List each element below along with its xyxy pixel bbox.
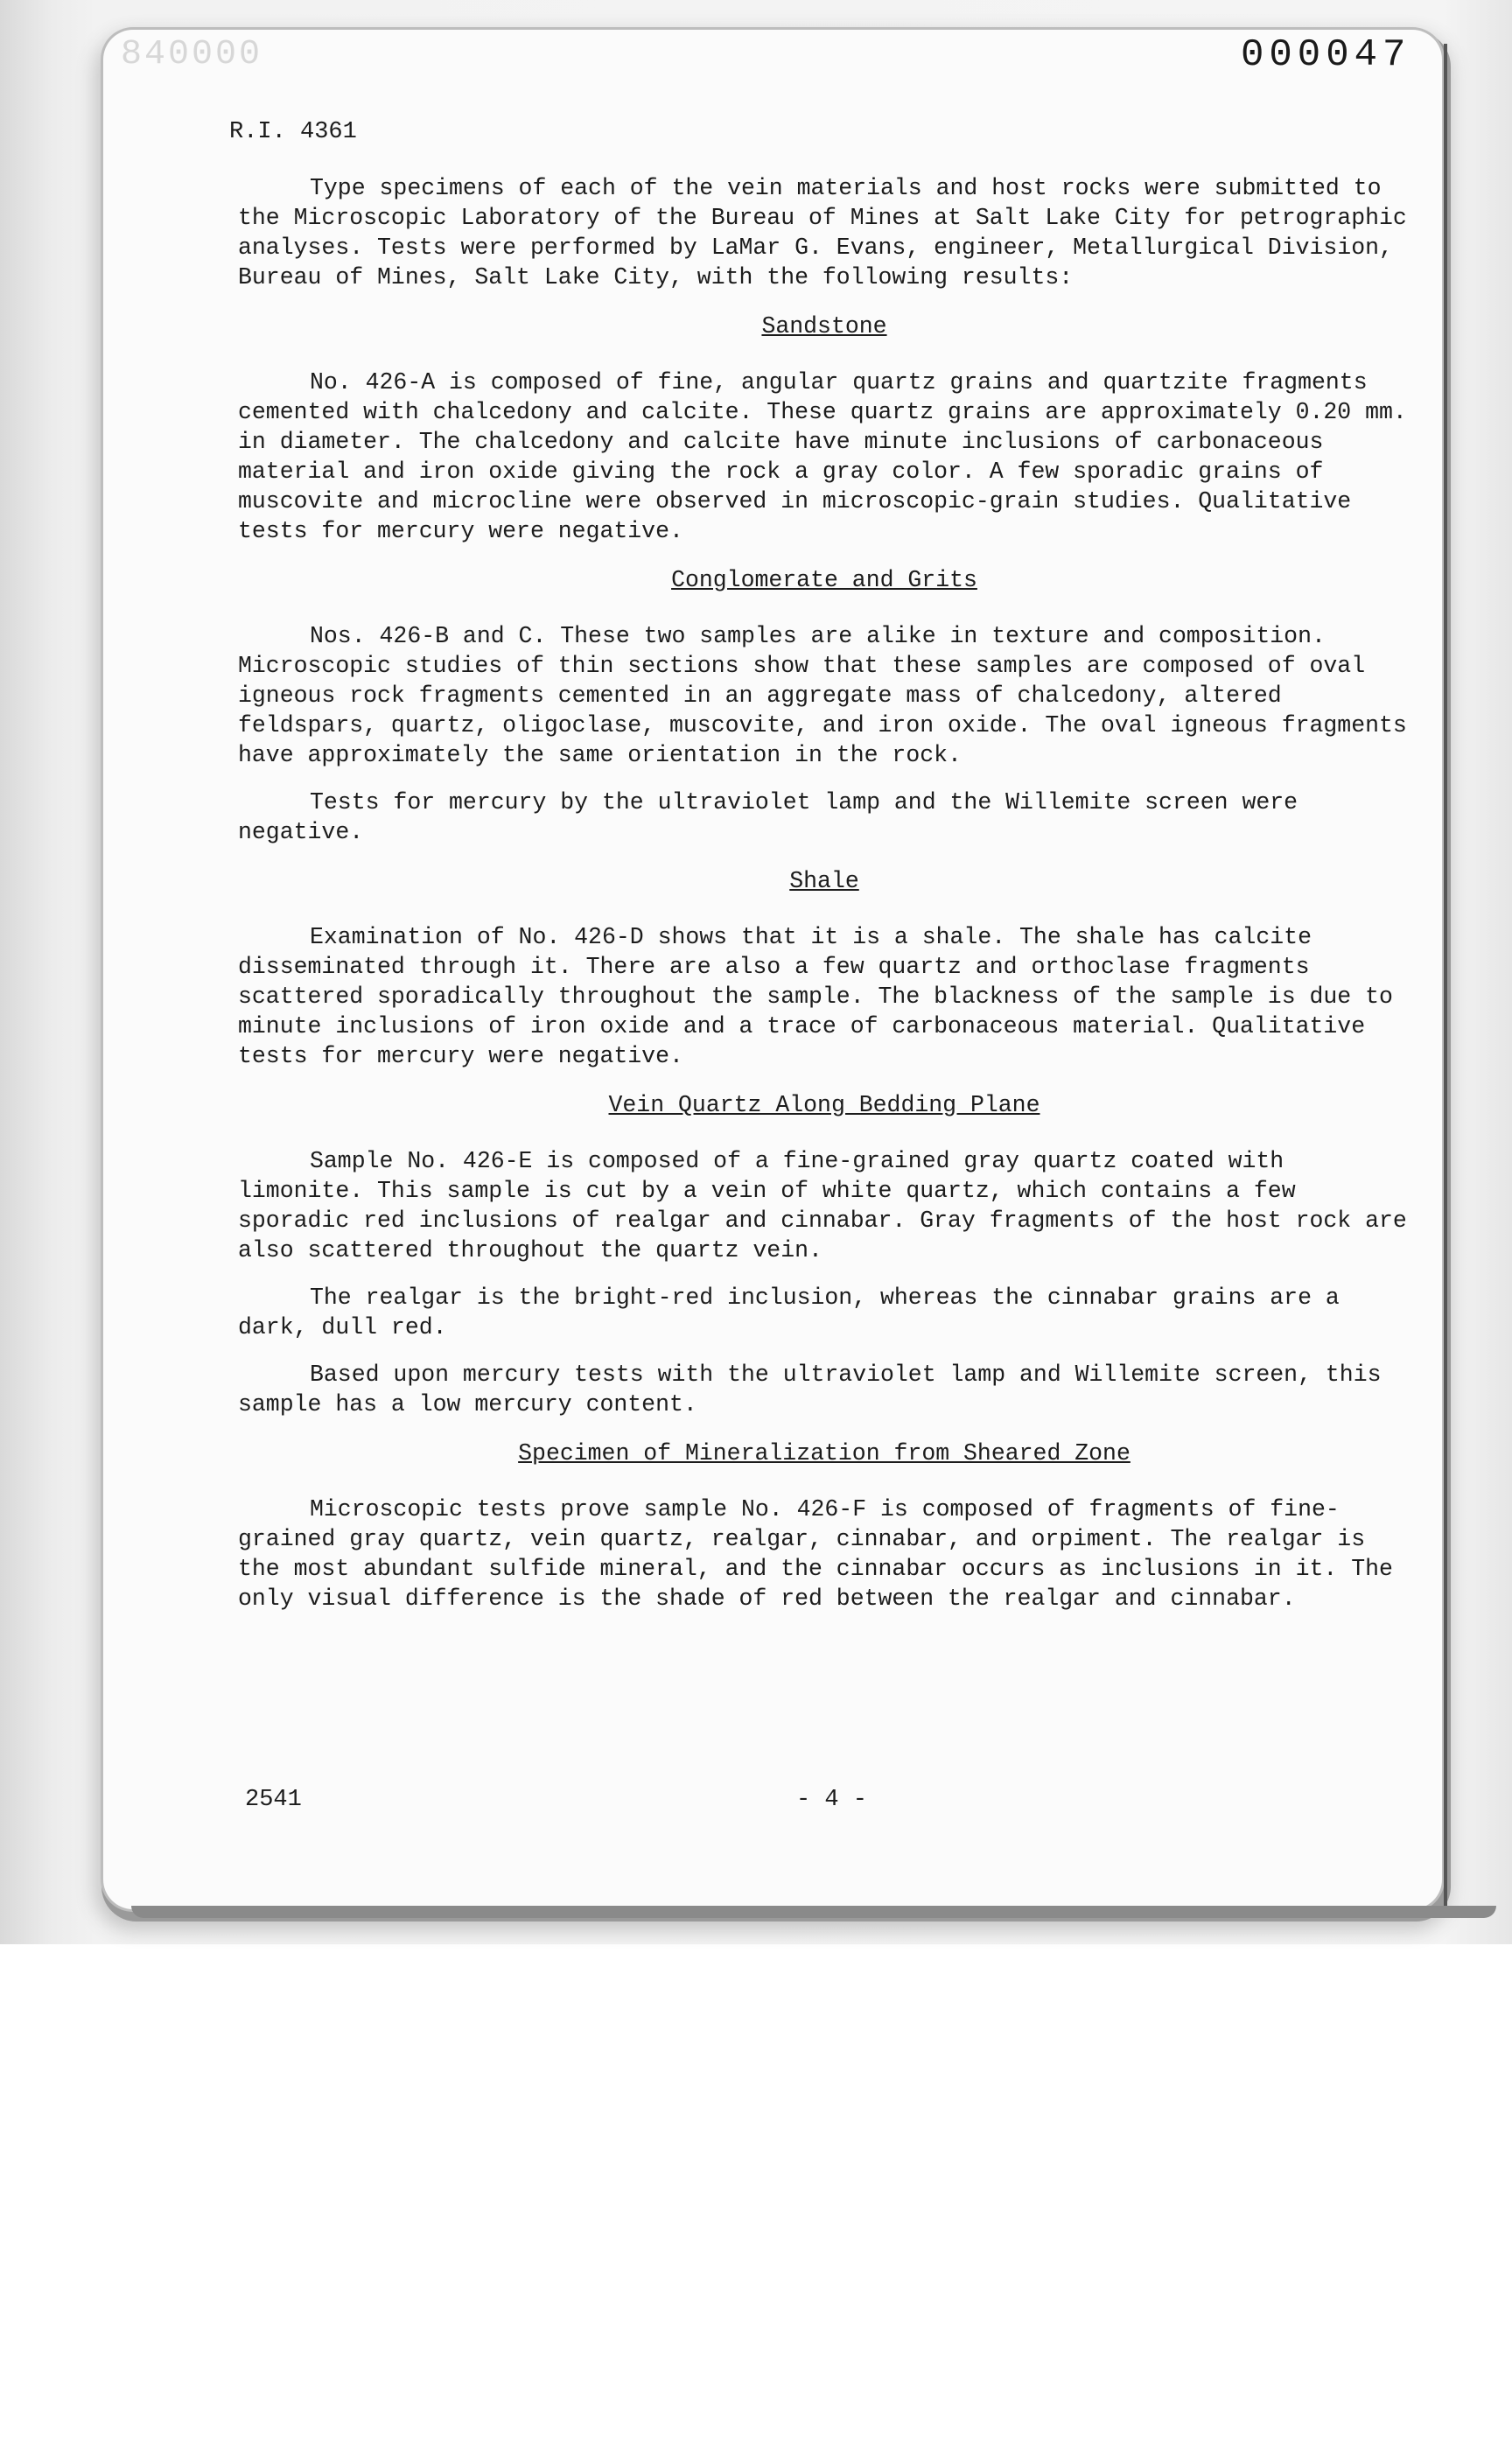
faded-stamp-number: 840000: [121, 35, 263, 74]
report-id: R.I. 4361: [229, 119, 357, 145]
section-heading-mineralization: Specimen of Mineralization from Sheared Zone: [518, 1440, 1130, 1466]
sandstone-paragraph: No. 426-A is composed of fine, angular quartz grains and quartzite fragments cemented with chalcedony and calcite. These quartz grains are approximately 0.20 mm. in diameter. The chalcedony and calcite have minute inclusions of carbonaceous material and iron oxide giving the rock a gray color. A few sporadic grains of muscovite and microcline were observed in microscopic-grain studies. Qualitative tests for mercury were negative.: [238, 369, 1407, 544]
conglomerate-paragraph-1: Nos. 426-B and C. These two samples are alike in texture and composition. Microscopic studies of thin sections show that these samples are composed of oval igneous rock fragments cemented in an aggregate mass of chalcedony, altered feldspars, quartz, oligoclase, muscovite, and iron oxide. The oval igneous fragments have approximately the same orientation in the rock.: [238, 623, 1407, 768]
conglomerate-paragraph-2: Tests for mercury by the ultraviolet lamp and the Willemite screen were negative.: [238, 789, 1298, 845]
footer-code: 2541: [245, 1787, 302, 1813]
vein-quartz-paragraph-2: The realgar is the bright-red inclusion, whereas the cinnabar grains are a dark, dull red.: [238, 1284, 1340, 1340]
vein-quartz-paragraph-1: Sample No. 426-E is composed of a fine-grained gray quartz coated with limonite. This sample is cut by a vein of white quartz, which contains a few sporadic red inclusions of realgar and cinnabar. Gray fragments of the host rock are also scattered throughout the quartz vein.: [238, 1148, 1407, 1264]
intro-paragraph: Type specimens of each of the vein materials and host rocks were submitted to the Microscopic Laboratory of the Bureau of Mines at Salt Lake City for petrographic analyses. Tests were performed by LaMar G. Evans, engineer, Metallurgical Division, Bureau of Mines, Salt Lake City, with the following results:: [238, 175, 1407, 290]
document-number: 000047: [1241, 33, 1411, 77]
section-heading-sandstone: Sandstone: [761, 313, 887, 340]
section-heading-conglomerate: Conglomerate and Grits: [671, 567, 977, 593]
shale-paragraph: Examination of No. 426-D shows that it is a shale. The shale has calcite disseminated through it. There are also a few quartz and orthoclase fragments scattered sporadically throughout the sample. The blackness of the sample is due to minute inclusions of iron oxide and a trace of carbonaceous material. Qualitative tests for mercury were negative.: [238, 924, 1393, 1069]
page-shadow: [131, 1906, 1496, 1918]
section-heading-shale: Shale: [789, 868, 859, 894]
section-heading-vein-quartz: Vein Quartz Along Bedding Plane: [608, 1092, 1040, 1118]
vein-quartz-paragraph-3: Based upon mercury tests with the ultraviolet lamp and Willemite screen, this sample has a low mercury content.: [238, 1362, 1382, 1418]
page-edge: [1444, 44, 1447, 1916]
mineralization-paragraph: Microscopic tests prove sample No. 426-F is composed of fragments of fine-grained gray quartz, vein quartz, realgar, cinnabar, and orpiment. The realgar is the most abundant sulfide mineral, and the cinnabar occurs as inclusions in it. The only visual difference is the shade of red between the realgar and cinnabar.: [238, 1496, 1393, 1612]
page-number: - 4 -: [796, 1787, 868, 1813]
document-body: [238, 173, 1410, 1631]
